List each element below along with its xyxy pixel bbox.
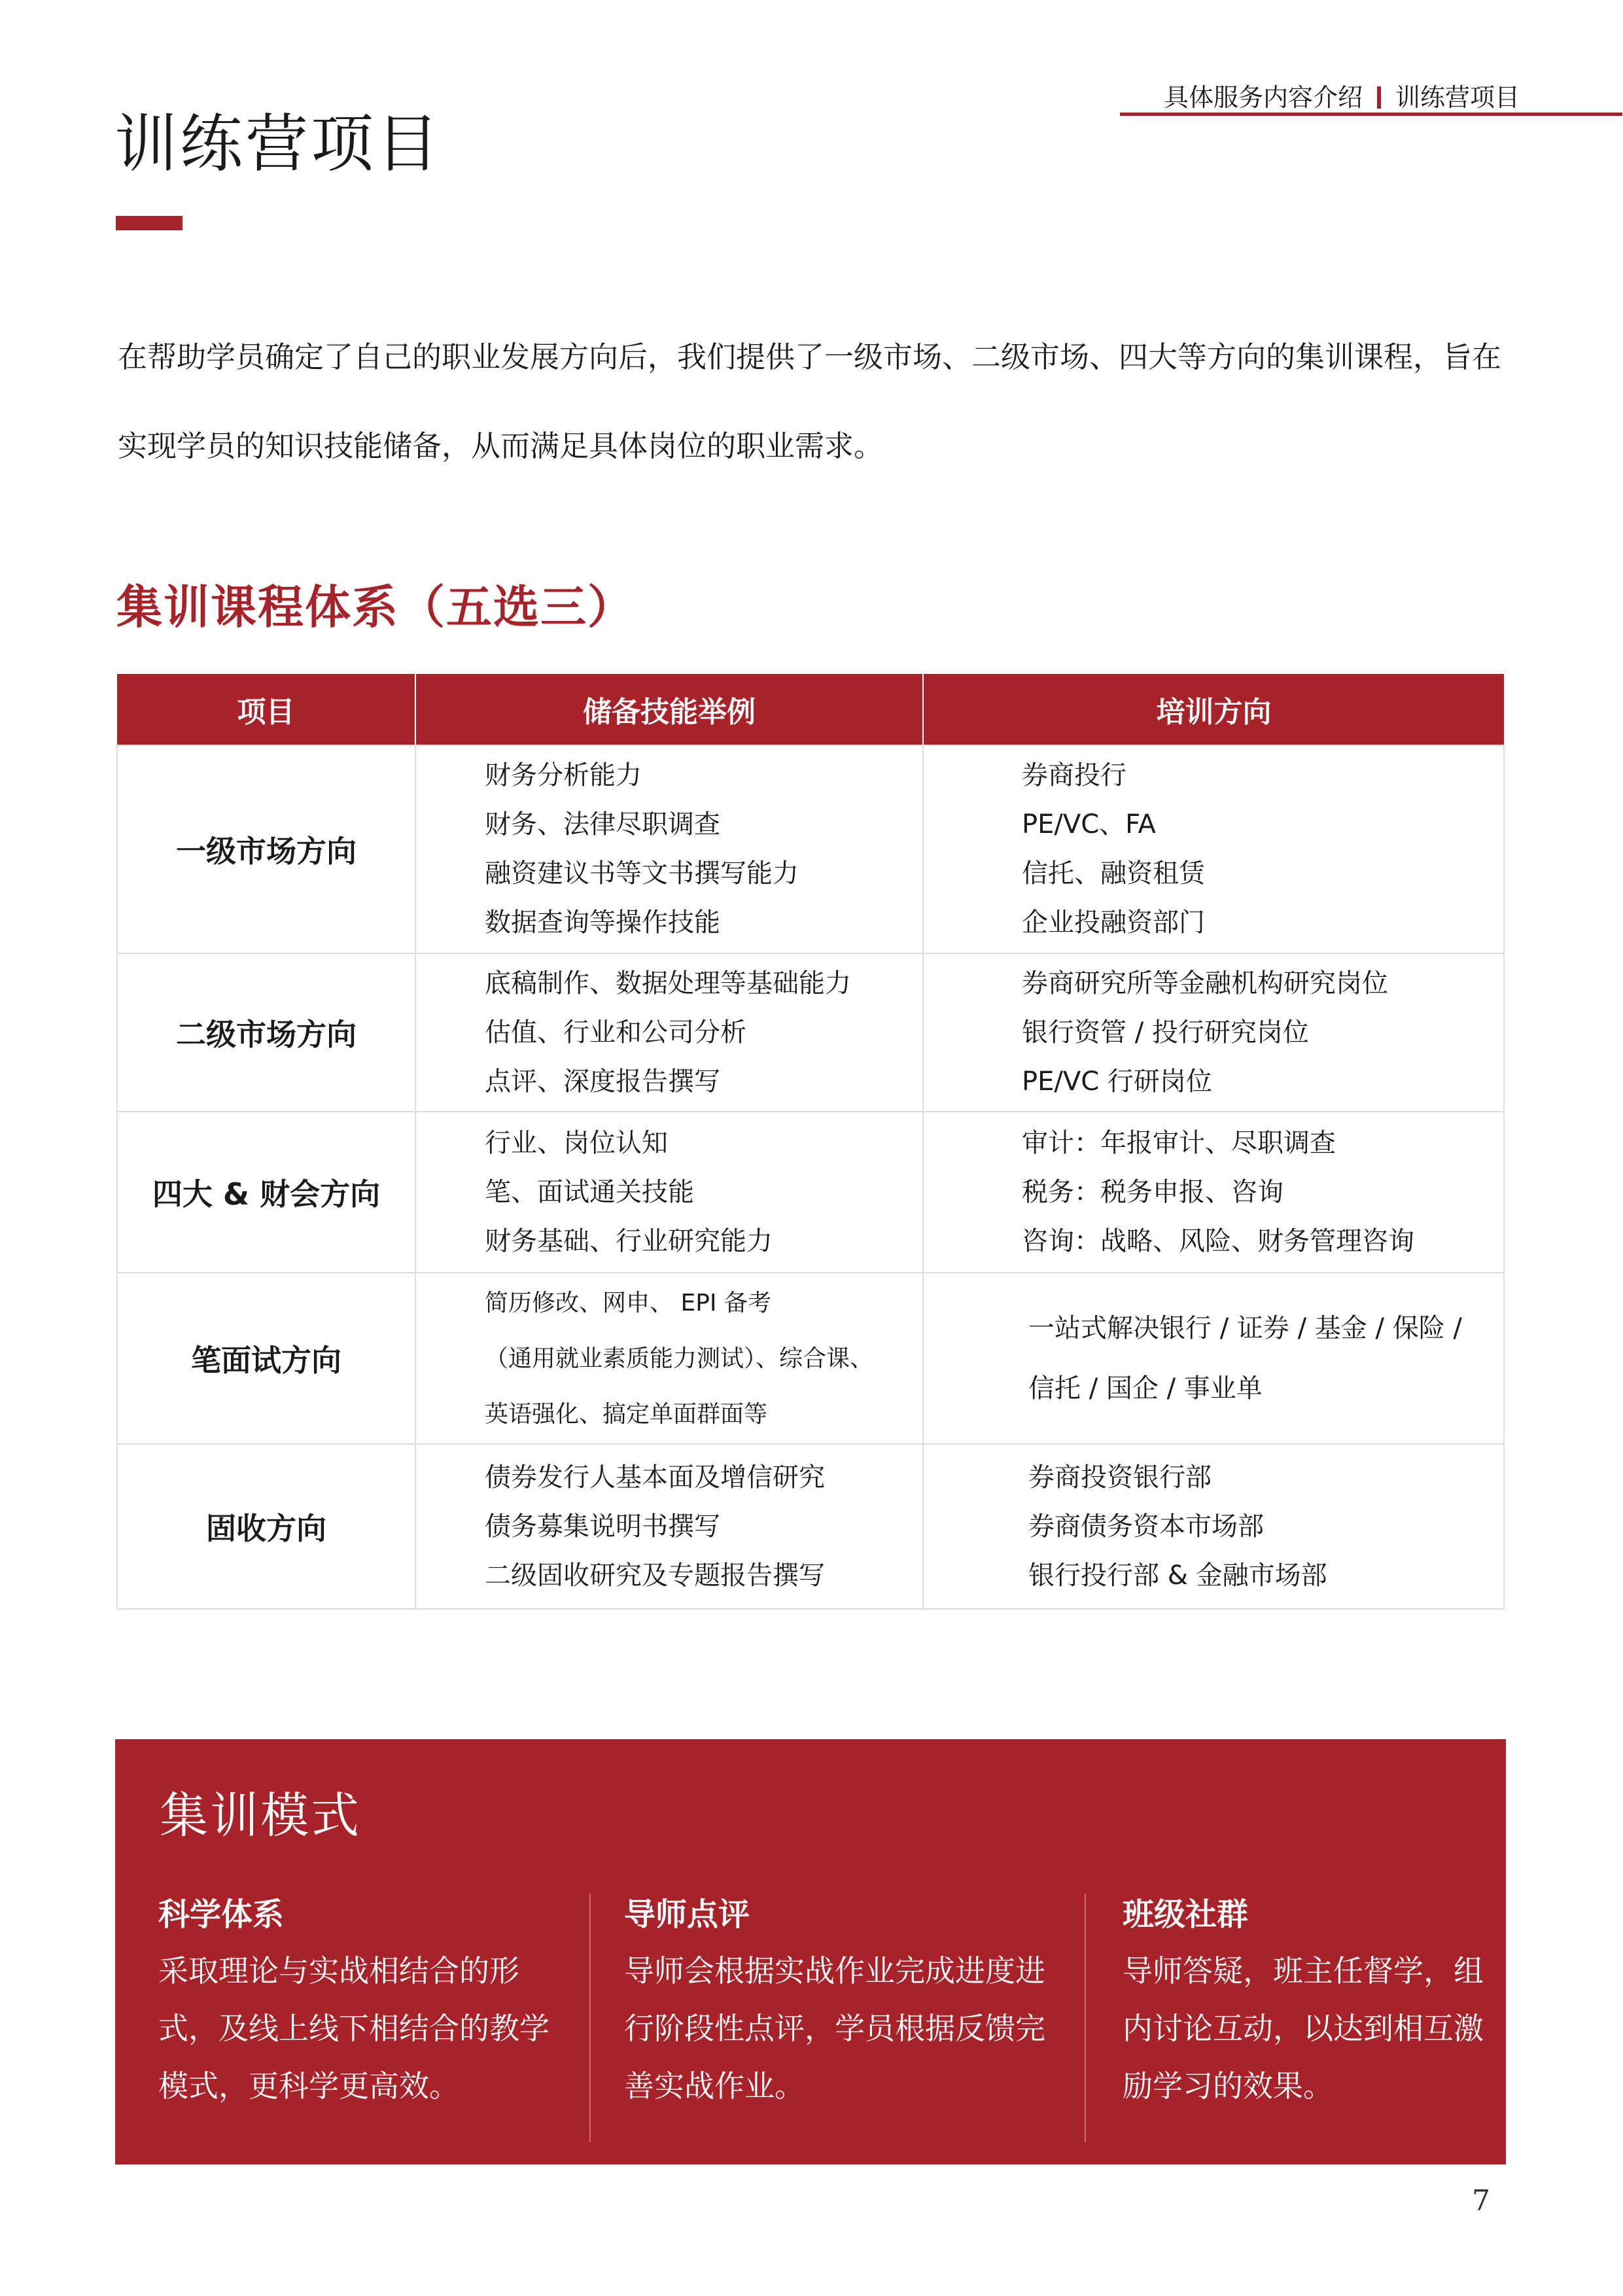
skills-cell <box>415 1273 923 1444</box>
column-header-project: 项目 <box>117 674 415 745</box>
mode-column-text: 导师会根据实战作业完成进度进行阶段性点评，学员根据反馈完善实战作业。 <box>624 1953 1045 2104</box>
mode-column-text: 采取理论与实战相结合的形式，及线上线下相结合的教学模式，更科学更高效。 <box>158 1953 550 2104</box>
skill-item: 财务分析能力 <box>485 760 642 790</box>
skill-item: 底稿制作、数据处理等基础能力 <box>485 968 851 998</box>
direction-item: 银行投行部 & 金融市场部 <box>1028 1560 1327 1591</box>
direction-item: 税务：税务申报、咨询 <box>1022 1176 1283 1207</box>
column-header-skills: 储备技能举例 <box>415 674 923 745</box>
mode-column-class-community <box>1123 1895 1489 2115</box>
skill-item: 数据查询等操作技能 <box>485 908 720 938</box>
skill-item: 财务基础、行业研究能力 <box>485 1226 773 1256</box>
skill-item: 债务募集说明书撰写 <box>485 1511 720 1542</box>
skill-item: 融资建议书等文书撰写能力 <box>485 858 799 889</box>
project-cell: 一级市场方向 <box>117 745 415 953</box>
mode-panel-title: 集训模式 <box>160 1788 361 1844</box>
direction-cell <box>923 1273 1504 1444</box>
direction-item: 咨询：战略、风险、财务管理咨询 <box>1022 1226 1414 1256</box>
direction-item: PE/VC、FA <box>1022 809 1156 839</box>
mode-column-science <box>158 1895 577 2115</box>
column-header-direction: 培训方向 <box>923 674 1504 745</box>
training-mode-panel <box>115 1739 1506 2164</box>
skill-item: 点评、深度报告撰写 <box>485 1066 720 1097</box>
page-number: 7 <box>1472 2184 1490 2217</box>
intro-paragraph: 在帮助学员确定了自己的职业发展方向后，我们提供了一级市场、二级市场、四大等方向的集训课程，旨在实现学员的知识技能储备，从而满足具体岗位的职业需求。 <box>118 340 1502 463</box>
table-row <box>117 745 1504 953</box>
direction-item: 券商债务资本市场部 <box>1028 1511 1264 1542</box>
direction-item: 券商研究所等金融机构研究岗位 <box>1022 968 1388 998</box>
direction-cell <box>923 953 1504 1112</box>
header-breadcrumb <box>1164 77 1520 113</box>
direction-item: 一站式解决银行 / 证券 / 基金 / 保险 / 信托 / 国企 / 事业单 <box>1028 1313 1462 1404</box>
page-title: 训练营项目 <box>114 107 442 181</box>
mode-column-heading: 班级社群 <box>1123 1896 1249 1933</box>
skills-cell <box>415 1112 923 1273</box>
mode-column-mentor-review <box>624 1895 1056 2115</box>
mode-column-heading: 导师点评 <box>624 1896 750 1933</box>
table-row <box>117 1112 1504 1273</box>
direction-item: 信托、融资租赁 <box>1022 858 1205 889</box>
course-table <box>116 674 1505 1610</box>
title-accent-bar <box>116 216 183 230</box>
skills-cell <box>415 745 923 953</box>
course-section-heading: 集训课程体系（五选三） <box>116 580 635 634</box>
skill-item: 财务、法律尽职调查 <box>485 809 720 839</box>
direction-cell <box>923 1444 1504 1609</box>
breadcrumb-separator <box>1377 86 1381 109</box>
mode-column-text: 导师答疑，班主任督学，组内讨论互动，以达到相互激励学习的效果。 <box>1123 1953 1484 2104</box>
project-cell: 二级市场方向 <box>117 953 415 1112</box>
column-divider <box>589 1894 591 2142</box>
skill-item: 笔、面试通关技能 <box>485 1176 694 1207</box>
skills-cell <box>415 953 923 1112</box>
table-header-row <box>117 674 1504 745</box>
skill-item: （通用就业素质能力测试）、综合课、 <box>485 1345 874 1372</box>
project-cell: 四大 & 财会方向 <box>117 1112 415 1273</box>
direction-item: PE/VC 行研岗位 <box>1022 1066 1212 1097</box>
skill-item: 行业、岗位认知 <box>485 1127 668 1158</box>
project-cell: 固收方向 <box>117 1444 415 1609</box>
breadcrumb-current: 训练营项目 <box>1395 83 1520 112</box>
project-cell: 笔面试方向 <box>117 1273 415 1444</box>
direction-item: 审计：年报审计、尽职调查 <box>1022 1127 1336 1158</box>
table-row <box>117 1273 1504 1444</box>
skill-item: 二级固收研究及专题报告撰写 <box>485 1560 825 1591</box>
skill-item: 债券发行人基本面及增信研究 <box>485 1462 825 1492</box>
skill-item: 简历修改、网申、 EPI 备考 <box>485 1289 771 1316</box>
header-rule <box>1120 113 1622 116</box>
breadcrumb-section: 具体服务内容介绍 <box>1163 83 1363 112</box>
direction-item: 券商投资银行部 <box>1028 1462 1212 1492</box>
mode-column-heading: 科学体系 <box>158 1896 285 1933</box>
direction-cell <box>923 1112 1504 1273</box>
direction-item: 券商投行 <box>1022 760 1126 790</box>
table-row <box>117 953 1504 1112</box>
column-divider <box>1085 1894 1086 2142</box>
skills-cell <box>415 1444 923 1609</box>
table-row <box>117 1444 1504 1609</box>
direction-item: 企业投融资部门 <box>1022 908 1205 938</box>
direction-item: 银行资管 / 投行研究岗位 <box>1022 1017 1309 1048</box>
direction-cell <box>923 745 1504 953</box>
skill-item: 英语强化、搞定单面群面等 <box>485 1400 768 1428</box>
skill-item: 估值、行业和公司分析 <box>485 1017 746 1048</box>
